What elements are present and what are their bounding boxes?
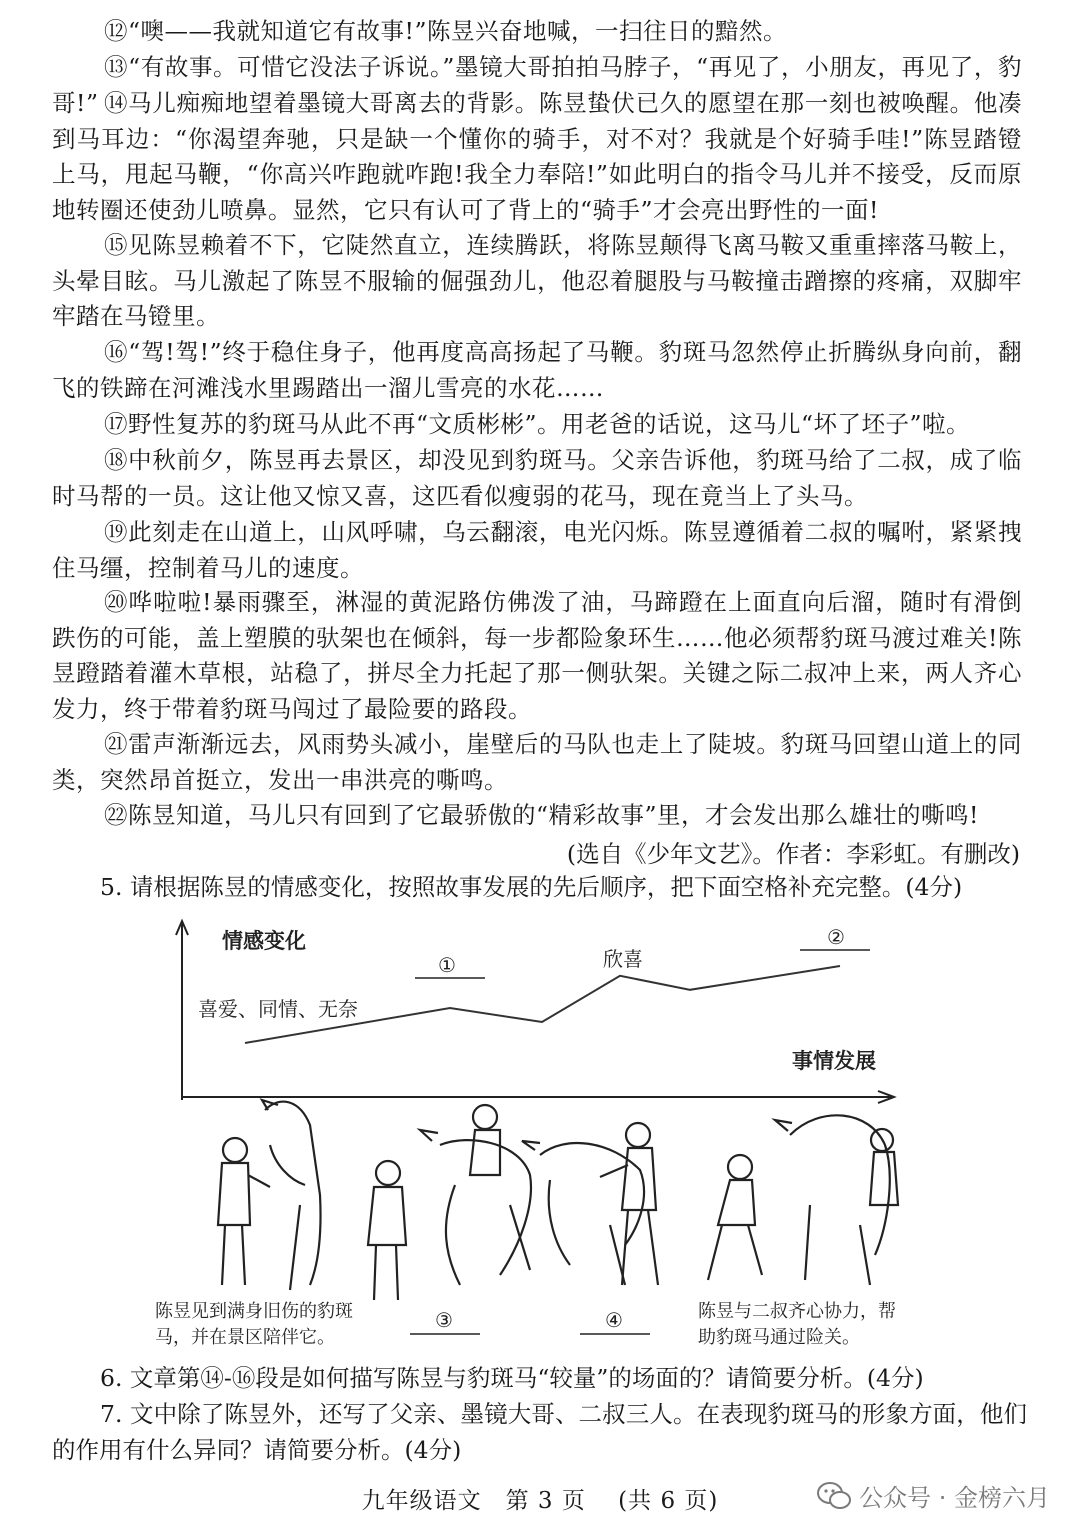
rider-on-horse-icon <box>420 1105 531 1285</box>
question-6: 6. 文章第⑭-⑯段是如何描写陈昱与豹斑马“较量”的场面的？请简要分析。(4分) <box>100 1364 924 1392</box>
blank-1-marker: ① <box>438 953 456 977</box>
label-start-emotion: 喜爱、同情、无奈 <box>198 997 358 1021</box>
paragraph-12: ⑫“噢——我就知道它有故事!”陈昱兴奋地喊，一扫往日的黯然。 <box>104 17 787 45</box>
question-5: 5. 请根据陈昱的情感变化，按照故事发展的先后顺序，把下面空格补充完整。(4分) <box>100 873 963 901</box>
paragraph-15: ⑮见陈昱赖着不下，它陡然直立，连续腾跃，将陈昱颠得飞离马鞍又重重摔落马鞍上，头晕目眩。马儿激起了陈昱不服输的倔强劲儿，他忍着腿股与马鞍撞击蹭擦的疼痛，双脚牢牢踏在马镫里。 <box>52 231 1022 330</box>
page-footer: 九年级语文 第 3 页 (共 6 页) <box>361 1488 719 1514</box>
paragraph-22: ㉒陈昱知道，马儿只有回到了它最骄傲的“精彩故事”里，才会发出那么雄壮的嘶鸣! <box>104 801 979 829</box>
emotion-diagram <box>155 905 910 1355</box>
caption-4: 陈昱与二叔齐心协力，帮助豹斑马通过险关。 <box>698 1301 896 1348</box>
blank-4-marker: ④ <box>605 1308 623 1332</box>
caption-1: 陈昱见到满身旧伤的豹斑马，并在景区陪伴它。 <box>155 1301 353 1348</box>
x-axis-title: 事情发展 <box>792 1049 876 1073</box>
paragraph-21: ㉑雷声渐渐远去，风雨势头减小，崖壁后的马队也走上了陡坡。豹斑马回望山道上的同类，突然昂首挺立，发出一串洪亮的嘶鸣。 <box>52 730 1022 794</box>
paragraph-17: ⑰野性复苏的豹斑马从此不再“文质彬彬”。用老爸的话说，这马儿“坏了坯子”啦。 <box>104 410 971 438</box>
paragraph-13: ⑬“有故事。可惜它没法子诉说。”墨镜大哥拍拍马脖子，“再见了，小朋友，再见了，豹哥!” <box>52 53 1022 117</box>
boy-watching-horse-icon <box>368 1161 406 1300</box>
question-7: 7. 文中除了陈昱外，还写了父亲、墨镜大哥、二叔三人。在表现豹斑马的形象方面，他们的作用有什么异同？请简要分析。(4分) <box>52 1400 1027 1464</box>
blank-2-marker: ② <box>827 925 845 949</box>
paragraph-16: ⑯“驾!驾!”终于稳住身子，他再度高高扬起了马鞭。豹斑马忽然停止折腾纵身向前，翻飞的铁蹄在河滩浅水里踢踏出一溜儿雪亮的水花…… <box>52 338 1022 402</box>
two-men-with-horse-icon <box>708 1115 898 1285</box>
source-citation: (选自《少年文艺》。作者：李彩虹。有删改) <box>566 840 1020 868</box>
watermark <box>817 1478 1050 1513</box>
label-mid-emotion: 欣喜 <box>603 947 643 971</box>
watermark-text: 公众号 · 金榜六月 <box>859 1484 1050 1512</box>
boy-with-horse-icon <box>218 1100 321 1290</box>
paragraph-14: ⑭马儿痴痴地望着墨镜大哥离去的背影。陈昱蛰伏已久的愿望在那一刻也被唤醒。他凑到马耳边：“你渴望奔驰，只是缺一个懂你的骑手，对不对？我就是个好骑手哇!”陈昱踏镫上马，甩起马鞭，“你高兴咋跑就咋跑!我全力奉陪!”如此明白的指令马儿并不接受，反而原地转圈还使劲儿喷鼻。显然，它只有认可了背上的“骑手”才会亮出野性的一面! <box>52 89 1022 224</box>
paragraph-19: ⑲此刻走在山道上，山风呼啸，乌云翻滚，电光闪烁。陈昱遵循着二叔的嘱咐，紧紧拽住马缰，控制着马儿的速度。 <box>52 518 1022 582</box>
boy-leading-horse-icon <box>522 1123 658 1285</box>
y-axis-title: 情感变化 <box>222 929 306 953</box>
blank-3-marker: ③ <box>435 1308 453 1332</box>
wechat-icon <box>817 1481 851 1511</box>
diagram-axes <box>170 905 910 1355</box>
paragraph-18: ⑱中秋前夕，陈昱再去景区，却没见到豹斑马。父亲告诉他，豹斑马给了二叔，成了临时马帮的一员。这让他又惊又喜，这匹看似瘦弱的花马，现在竟当上了头马。 <box>52 446 1022 510</box>
paragraph-20: ⑳哗啦啦!暴雨骤至，淋湿的黄泥路仿佛泼了油，马蹄蹬在上面直向后溜，随时有滑倒跌伤的可能，盖上塑膜的驮架也在倾斜，每一步都险象环生……他必须帮豹斑马渡过难关!陈昱蹬踏着灌木草根，站稳了，拼尽全力托起了那一侧驮架。关键之际二叔冲上来，两人齐心发力，终于带着豹斑马闯过了最险要的路段。 <box>52 588 1022 723</box>
